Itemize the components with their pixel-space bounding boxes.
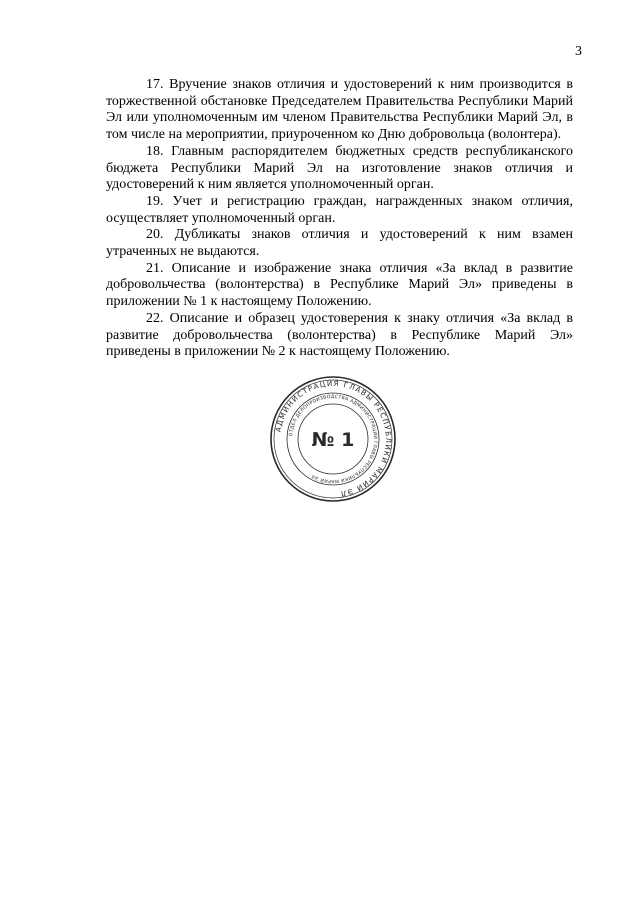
paragraph-21: 21. Описание и изображение знака отличия «За вклад в развитие добровольчества (волонтерства) в Республике Марий Эл» приведены в приложении № 1 к настоящему Положению. [106,260,573,310]
seal-center-number: № 1 [311,429,355,451]
seal-inner-text: ОТДЕЛ ДЕЛОПРОИЗВОДСТВА АДМИНИСТРАЦИИ ГЛАВЫ РЕСПУБЛИКИ МАРИЙ ЭЛ [289,394,378,484]
paragraph-20: 20. Дубликаты знаков отличия и удостоверений к ним взамен утраченных не выдаются. [106,227,573,260]
paragraph-18: 18. Главным распорядителем бюджетных средств республиканского бюджета Республики Марий Эл на изготовление знаков отличия и удостоверений к ним является уполномоченный орган. [106,143,573,193]
paragraph-17: 17. Вручение знаков отличия и удостоверений к ним производится в торжественной обстановке Председателем Правительства Республики Марий Эл или уполномоченным им членом Правительства Республики Марий Эл, в том числе на мероприятии, приуроченном ко Дню добровольца (волонтера). [106,77,573,143]
paragraph-22: 22. Описание и образец удостоверения к знаку отличия «За вклад в развитие добровольчества (волонтерства) в Республике Марий Эл» приведены в приложении № 2 к настоящему Положению. [106,310,573,360]
seal-graphic [268,374,398,504]
official-seal [268,374,398,504]
page-number: 3 [575,44,582,59]
seal-outer-text: АДМИНИСТРАЦИЯ ГЛАВЫ РЕСПУБЛИКИ МАРИЙ ЭЛ [273,378,394,499]
document-body [106,77,573,361]
paragraph-19: 19. Учет и регистрацию граждан, награжденных знаком отличия, осуществляет уполномоченный орган. [106,193,573,226]
